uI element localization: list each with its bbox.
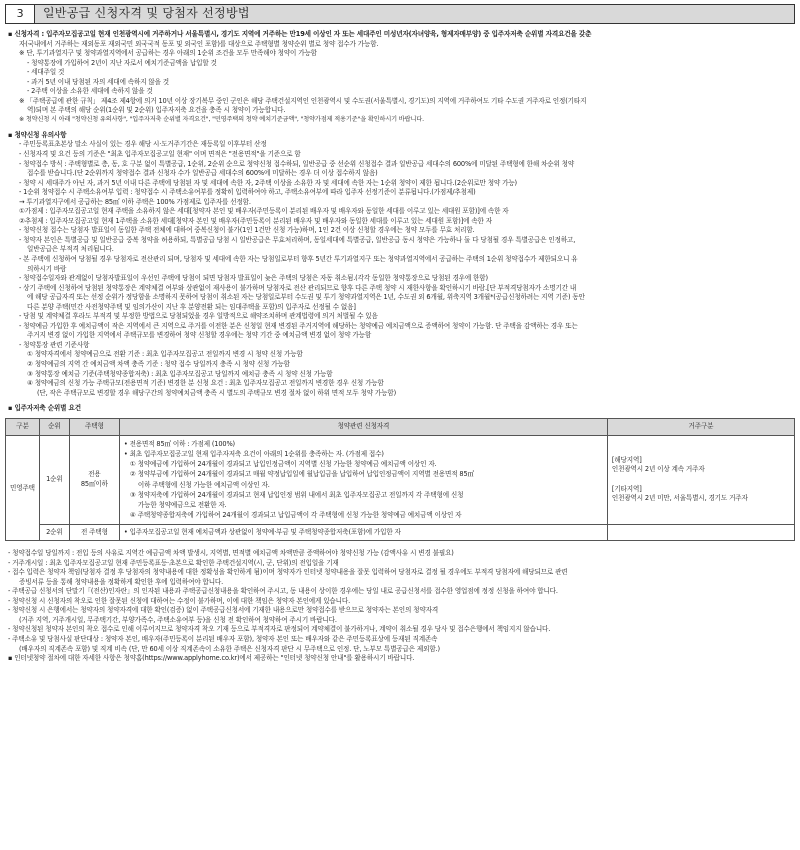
table-row <box>6 524 795 541</box>
note-line: - 청약예금 가입한 후 예치금액이 작은 지역에서 큰 지역으로 주거를 이전한 분은 신청일 현재 변경된 주거지역에 해당하는 청약예금 예치금액으로 증액하여 청약이 가능함. 단 주택을 감액하는 경우 또는 <box>19 321 578 330</box>
note-line: - 청약신청 시 은행에서는 청약자의 청약자격에 대한 확인(검증) 없이 주택공급신청서에 기재한 내용으로만 청약접수를 받으므로 청약자는 본인의 청약자격 <box>8 606 439 615</box>
precautions-list <box>5 140 795 398</box>
residence-text: 인천광역시 2년 이상 계속 거주자 <box>611 465 705 474</box>
precautions-heading: ▪ 청약신청 유의사항 <box>8 130 67 139</box>
col-rank: 순위 <box>39 418 69 435</box>
note-line: - 청약신청 접수는 당첨자 발표일이 동일한 주택 전체에 대하여 중복신청이 불가(1인 1건만 신청 가능)하며, 1인 2건 이상 신청할 경우에는 청약 모두를 무효 처리함. <box>19 226 475 235</box>
ranking-table <box>5 418 795 541</box>
eligibility-section <box>5 30 795 125</box>
note-line: ② 청약예금의 지역 간 예치금액 차액 충족 기준 : 청약 접수 당일까지 충족 시 청약 신청 가능함 <box>27 360 290 369</box>
note-line: 주거지 변경 없이 가입한 지역에서 주택규모를 변경하여 청약 신청할 경우에는 청약 기간 중 예치금액 변경 없이 청약 가능함 <box>27 331 372 340</box>
note-line: - 청약통장 관련 기준사항 <box>19 340 90 349</box>
note-line: - 청약접수일 당일까지 : 전입 등의 사유로 지역간 예금금액 차액 발생시, 지역별, 면적별 예치금액 차액만큼 증액하여야 청약신청 가능 (감액사유 시 변경 불필요) <box>8 549 454 558</box>
condition-item: - 청약통장에 가입하여 2년이 지난 자로서 예치기준금액을 납입할 것 <box>27 58 217 67</box>
housing-type-text: 전용 <box>88 470 101 479</box>
criterion-line: ③ 청약저축에 가입하여 24개월이 경과되고 현재 납입인정 범위 내에서 최초 입주자모집공고 전일까지 각 주택형에 신청 <box>129 490 464 499</box>
note-line: (배우자의 직계존속 포함) 및 직계 비속 (단, 만 60세 이상 직계존속이 소유한 주택은 신청자격 판단 시 무주택으로 인정. 단, 노부모 특별공급은 제외함.) <box>19 644 440 653</box>
note-line: - 주택소유 및 당첨사실 판단대상 : 청약자 본인, 배우자(주민등록이 분리된 배우자 포함), 청약자 본인 또는 배우자와 같은 주민등록표상에 등재된 직계존속 <box>8 634 438 643</box>
military-note-cont: 역)되며 본 주택의 해당 순위(1순위 및 2순위) 입주자저축 요건을 충족 시 청약이 가능합니다. <box>27 106 286 115</box>
table-header-row <box>6 418 795 435</box>
note-line: 의하시기 바람 <box>27 264 67 273</box>
note-line: - 거주개시일 : 최초 입주자모집공고일 현재 주민등록표등·초본으로 확인한 주택건설지역(시, 군, 단위)의 전입일을 기재 <box>8 558 339 567</box>
note-line: - 상기 주택에 신청하여 당첨된 청약통장은 계약체결 여부와 상관없이 재사용이 불가하며 당첨자로 전산 관리되므로 향후 다른 주택 청약 시 재한사항을 확인하시기 바람.[단 부적격당첨자가 소명기간 내 <box>19 283 577 292</box>
criterion-line: • 최초 입주자모집공고일 현재 입주자저축 요건이 아래의 1순위를 충족하는 자. (가점제 접수) <box>123 449 384 458</box>
ranking-heading: ▪ 입주자저축 순위별 요건 <box>8 404 81 413</box>
note-line: - 주택공급 신청서의 단말기「(전산)인자란」의 인자된 내용과 주택공급신청내용을 확인하여 주시고, 동 내용이 상이한 경우에는 당일 내로 공급신청서를 접수한 영업점에 정정 신청을 하여야 합니다. <box>8 587 558 596</box>
criterion-line: ④ 주택청약종합저축에 가입하여 24개월이 경과되고 납입금액이 각 주택형에 신청 가능한 청약예금 예치금액 이상인 자 <box>129 511 462 520</box>
note-line: 접수를 받습니다.(단 2순위까지 청약접수 결과 신청자 수가 일반공급 세대수의 600%에 미달하는 경우 더 이상 접수하지 않음) <box>27 169 378 178</box>
note-line: - 1순위 청약접수 시 주택소유여부 입력 : 청약접수 시 주택소유여부를 정확히 입력하여야 하고, 주택소유여부에 따라 입주자 선정기준이 분류됩니다.(가점제/추첨제) <box>19 188 476 197</box>
note-line: - 당첨 및 계약체결 후라도 부적격 및 부정한 방법으로 당첨되었을 경우 일방적으로 해약조치하며 관계법령에 의거 처벌될 수 있음 <box>19 312 378 321</box>
col-qualification: 청약관련 신청자격 <box>119 418 607 435</box>
section-title: 일반공급 신청자격 및 당첨자 선정방법 <box>35 4 795 24</box>
residence-text: [해당지역] <box>611 455 642 464</box>
criterion-line: • 전용면적 85㎡ 이하 : 가점제 (100%) <box>123 439 235 448</box>
housing-type-cell <box>69 435 119 524</box>
note-line: - 본 주택에 신청하여 당첨될 경우 당첨자로 전산관리 되며, 당첨자 및 세대에 속한 자는 당첨일로부터 향후 5년간 투기과열지구 또는 청약과열지역에서 공급하는 주택의 1순위 청약접수가 제한되오니 유 <box>19 255 578 264</box>
col-housing-type: 주택형 <box>69 418 119 435</box>
note-line: (거주 지역, 거주개시일, 무주택기간, 부양가족수, 주택소유여부 등)을 신청 전 확인하여 청약하여 주시기 바랍니다. <box>19 615 337 624</box>
note-line: 증빙서류 등을 통해 청약내용을 정확하게 확인한 후에 입력하여야 합니다. <box>19 577 224 586</box>
col-residence: 거주구분 <box>607 418 794 435</box>
col-category: 구분 <box>6 418 40 435</box>
note-line: ④ 청약예금의 신청 가능 주택규모(전용면적 기준) 변경한 분 신청 요건 : 최초 입주자모집공고 전일까지 변경한 경우 신청 가능함 <box>27 379 384 388</box>
note-line: ②추첨제 : 입주자모집공고일 현재 1주택을 소유한 세대[청약자 본인 및 배우자(주민등록이 분리된 배우자 및 배우자와 동일한 세대를 이루고 있는 세대원 포함)]에 속한 자 <box>19 216 492 225</box>
qualification-cell: • 입주자모집공고일 현재 예치금액과 상관없이 청약예·부금 및 주택청약종합저축(포함)에 가입한 자 <box>119 524 607 541</box>
residence-cell <box>607 435 794 524</box>
housing-type-cell: 전 주택형 <box>69 524 119 541</box>
note-line: - 신청자격 및 요건 등의 기준은 "최초 입주자모집공고일 현재" 이며 면적은 "전용면적"을 기준으로 함 <box>19 150 301 158</box>
criterion-line: 가능한 청약예금으로 전환한 자. <box>137 501 227 510</box>
section-number: 3 <box>5 4 35 24</box>
table-row <box>6 435 795 524</box>
note-line: - 청약 시 세대주가 아닌 자, 과거 5년 이내 다른 주택에 당첨된 자 및 세대에 속한 자, 2주택 이상을 소유한 자 및 세대에 속한 자는 1순위 청약이 제한 됩니다.(2순위로만 청약 가능) <box>19 178 517 187</box>
criterion-line: ② 청약부금에 가입하여 24개월이 경과되고 매월 약정납입일에 월납입금을 납입하여 납입인정금액이 지역별 전용면적 85㎡ <box>129 470 474 479</box>
note-line: 다른 분양 주택(민간 사전청약주택 및 임의가산이 지난 후 분양전환 되는 임대주택을 포함)의 입주자로 선정될 수 없음] <box>27 302 356 311</box>
note-line: (단, 작은 주택규모로 변경할 경우 해당구간의 청약예치금액 충족 시 별도의 주택규모 변경 절차 없이 하위 면적 모두 청약 가능함) <box>37 388 397 397</box>
note-line: ▪ 인터넷청약 절차에 대한 자세한 사항은 청약홈(https://www.applyhome.co.kr)에서 제공하는 "인터넷 청약신청 안내"를 활용하시기 바랍니다. <box>8 654 415 663</box>
note-line: ③ 청약통장 예치금 기준(주택청약종합저축) : 최초 입주자모집공고 당일까지 예치금 충족 시 청약 신청 가능함 <box>27 369 333 378</box>
condition-item: - 2주택 이상을 소유한 세대에 속하지 않을 것 <box>27 87 153 96</box>
note-line: - 청약신청된 청약자 본인의 착오 접수로 인해 이루어지므로 청약자격 착오 기재 등으로 부적격자로 판정되어 계약체결이 불가하거나, 계약이 취소될 경우 당사 및 접수은행에서 책임지지 않습니다. <box>8 625 551 634</box>
note-line: ① 청약자격에서 청약예금으로 전환 기준 : 최초 입주자모집공고 전일까지 변경 시 청약 신청 가능함 <box>27 350 303 359</box>
category-cell: 민영주택 <box>6 435 40 540</box>
eligibility-note: ※ 단, 투기과열지구 및 청약과열지역에서 공급하는 경우 아래의 1순위 조건을 모두 만족해야 청약이 가능함 <box>19 49 317 58</box>
note-line: → 투기과열지구에서 공급하는 85㎡ 이하 주택은 100% 가점제로 입주자를 선정함. <box>19 197 251 206</box>
residence-text: 인천광역시 2년 미만, 서울특별시, 경기도 거주자 <box>611 494 748 503</box>
qualification-cell <box>119 435 607 524</box>
ranking-section <box>5 404 795 541</box>
note-line: ①가점제 : 입주자모집공고일 현재 주택을 소유하지 않은 세대[청약자 본인 및 배우자(주민등록이 분리된 배우자 및 배우자와 동일한 세대를 이루고 있는 세대원 포함)]에 속한 자 <box>19 207 509 216</box>
condition-item: - 세대주일 것 <box>27 68 65 77</box>
reference-note: ※ 청약신청 시 아래 "청약신청 유의사항", "입주자저축 순위별 자격요건", "민영주택의 청약 예치기준금액", "청약가점제 적용기준"을 확인하시기 바랍니다. <box>19 115 424 123</box>
note-line: 일반공급은 부적격 처리됩니다. <box>27 245 114 254</box>
note-line: - 청약자 본인은 특별공급 및 일반공급 중복 청약을 허용하되, 특별공급 당첨 시 일반공급은 무효처리하며, 동일세대에 특별공급, 일반공급 동시 청약은 가능하나 둘 다 당첨될 경우 특별공급은 인정하고, <box>19 235 576 244</box>
residence-text: [기타지역] <box>611 484 642 493</box>
note-line: 에 해당 공급자격 또는 선정 순위가 정당함을 소명하지 못하여 당첨이 취소된 자는 당첨일로부터 수도권 및 투기 청약과열지역은 1년, 수도권 외 6개월, 위축지역 3개월*(공급신청하려는 지역 기준) 동안 <box>27 293 585 302</box>
condition-item: - 과거 5년 이내 당첨된 자의 세대에 속하지 않을 것 <box>27 77 169 86</box>
eligibility-heading: ▪ 신청자격 : 입주자모집공고일 현재 인천광역시에 거주하거나 서울특별시, 경기도 지역에 거주하는 만19세 이상인 자 또는 세대주인 미성년자(자녀양육, 형제자매부양) 중 입주자저축 순위별 자격요건을 갖춘 <box>8 30 592 38</box>
rank-cell: 2순위 <box>39 524 69 541</box>
note-line: - 청약접수일자와 관계없이 당첨자발표일이 우선인 주택에 당첨이 되면 당첨자 발표일이 늦은 주택의 당첨은 자동 취소됨.(각각 동일한 청약통장으로 당첨된 경우에 한함) <box>19 274 488 283</box>
military-note: ※ 「주택공급에 관한 규칙」 제4조 제4항에 의거 10년 이상 장기복무 중인 군인은 해당 주택건설지역인 인천광역시 및 수도권(서울특별시, 경기도)의 지역에 거주하여도 기타 수도권 거주자로 인정(기타지 <box>19 96 587 105</box>
precautions-section <box>5 131 795 398</box>
housing-type-text: 85㎡이하 <box>80 479 108 488</box>
additional-notes <box>5 549 795 664</box>
eligibility-text: 자(국내에서 거주하는 재외동포 재외국민 외국국적 동포 및 외국인 포함)를 대상으로 주택형별 청약순위 별로 청약 접수가 가능함. <box>19 39 379 48</box>
criterion-line: 이하 주택형에 신청 가능한 예치금액 이상인 자. <box>137 480 270 489</box>
note-line: - 청약접수 방식 : 주택형별로 층, 동, 호 구분 없이 특별공급, 1순위, 2순위 순으로 청약신청 접수하되, 일반공급 중 선순위 신청접수 결과 일반공급 세대수의 600%에 미달된 주택형에 한해 차순위 청약 <box>19 159 575 168</box>
note-line: - 주민등록표초본상 말소 사실이 있는 경우 해당 시·도거주기간은 재등록일 이후부터 산정 <box>19 140 267 149</box>
residence-cell <box>607 524 794 541</box>
note-line: - 청약신청 시 신청자의 착오로 인한 잘못된 신청에 대하여는 수정이 불가하며, 이에 대한 책임은 청약자 본인에게 있습니다. <box>8 596 351 605</box>
note-line: - 접수 입력은 청약자 책임(당첨자 결정 후 당첨자의 청약내용에 대한 정확성을 확인하게 됨)이며 청약자가 인터넷 청약내용을 잘못 입력하여 당첨자로 결정 될 경우에도 부적격 당첨자에 해당되므로 관련 <box>8 568 568 577</box>
criterion-line: ① 청약예금에 가입하여 24개월이 경과되고 납입인정금액이 지역별 신청 가능한 청약예금 예치금액 이상인 자. <box>129 460 437 469</box>
rank-cell: 1순위 <box>39 435 69 524</box>
section-header <box>5 4 795 24</box>
